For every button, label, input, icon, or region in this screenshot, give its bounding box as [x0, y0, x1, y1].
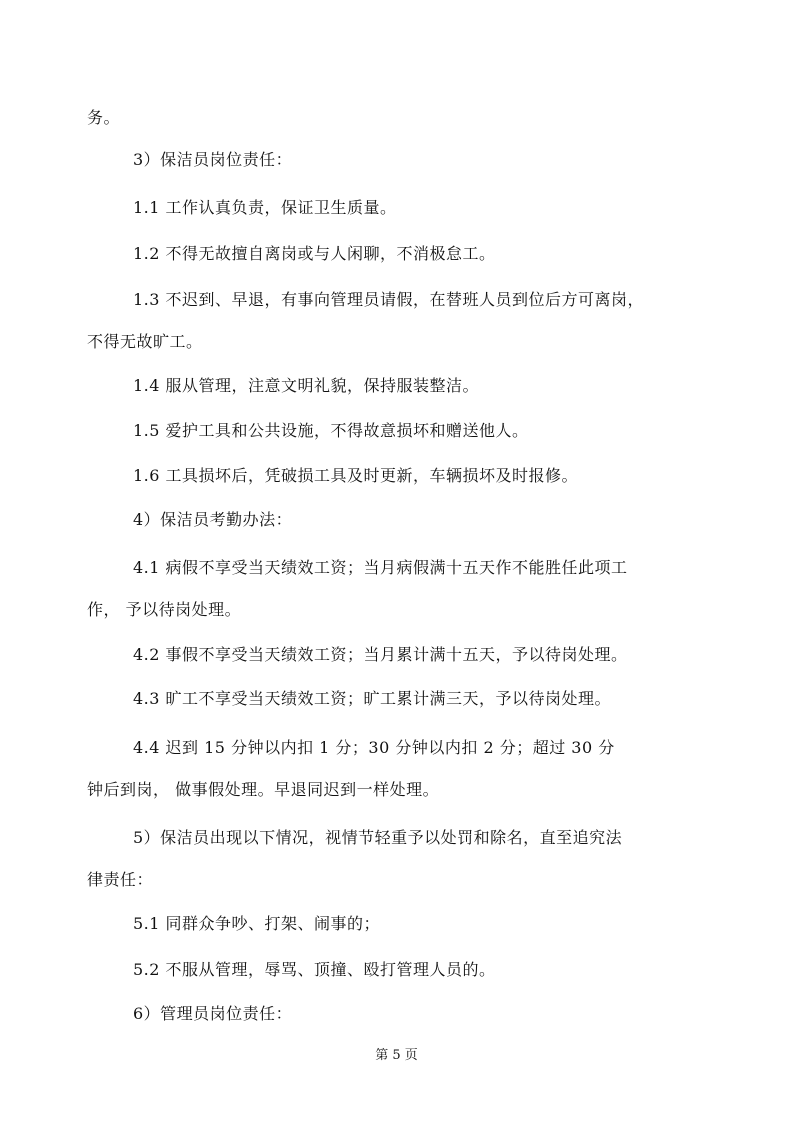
item-1-6: 1.6 工具损坏后，凭破损工具及时更新，车辆损坏及时报修。	[133, 466, 579, 485]
item-4-2: 4.2 事假不享受当天绩效工资；当月累计满十五天，予以待岗处理。	[133, 645, 628, 664]
item-4-3: 4.3 旷工不享受当天绩效工资；旷工累计满三天，予以待岗处理。	[133, 689, 612, 708]
section-heading-penalties-continuation: 律责任：	[87, 870, 154, 889]
item-1-2: 1.2 不得无故擅自离岗或与人闲聊，不消极怠工。	[133, 244, 496, 263]
item-4-1: 4.1 病假不享受当天绩效工资；当月病假满十五天作不能胜任此项工	[133, 558, 628, 577]
item-5-1: 5.1 同群众争吵、打架、闹事的；	[133, 914, 381, 933]
item-4-1-continuation: 作， 予以待岗处理。	[87, 600, 242, 619]
item-1-3-continuation: 不得无故旷工。	[87, 332, 203, 351]
section-heading-attendance: 4）保洁员考勤办法：	[133, 510, 293, 529]
item-1-5: 1.5 爱护工具和公共设施，不得故意损坏和赠送他人。	[133, 421, 529, 440]
item-5-2: 5.2 不服从管理，辱骂、顶撞、殴打管理人员的。	[133, 960, 496, 979]
item-1-1: 1.1 工作认真负责，保证卫生质量。	[133, 198, 397, 217]
item-4-4-continuation: 钟后到岗， 做事假处理。早退同迟到一样处理。	[87, 780, 440, 799]
section-heading-penalties: 5）保洁员出现以下情况，视情节轻重予以处罚和除名，直至追究法	[133, 828, 623, 847]
item-1-4: 1.4 服从管理，注意文明礼貌，保持服装整洁。	[133, 376, 480, 395]
item-1-3: 1.3 不迟到、早退，有事向管理员请假，在替班人员到位后方可离岗，	[133, 290, 645, 309]
section-heading-manager-duties: 6）管理员岗位责任：	[133, 1004, 293, 1023]
item-4-4: 4.4 迟到 15 分钟以内扣 1 分；30 分钟以内扣 2 分；超过 30 分	[133, 738, 615, 757]
page-number: 第 5 页	[375, 1048, 418, 1063]
section-heading-cleaner-duties: 3）保洁员岗位责任：	[133, 150, 293, 169]
text-line-continuation: 务。	[87, 108, 121, 127]
